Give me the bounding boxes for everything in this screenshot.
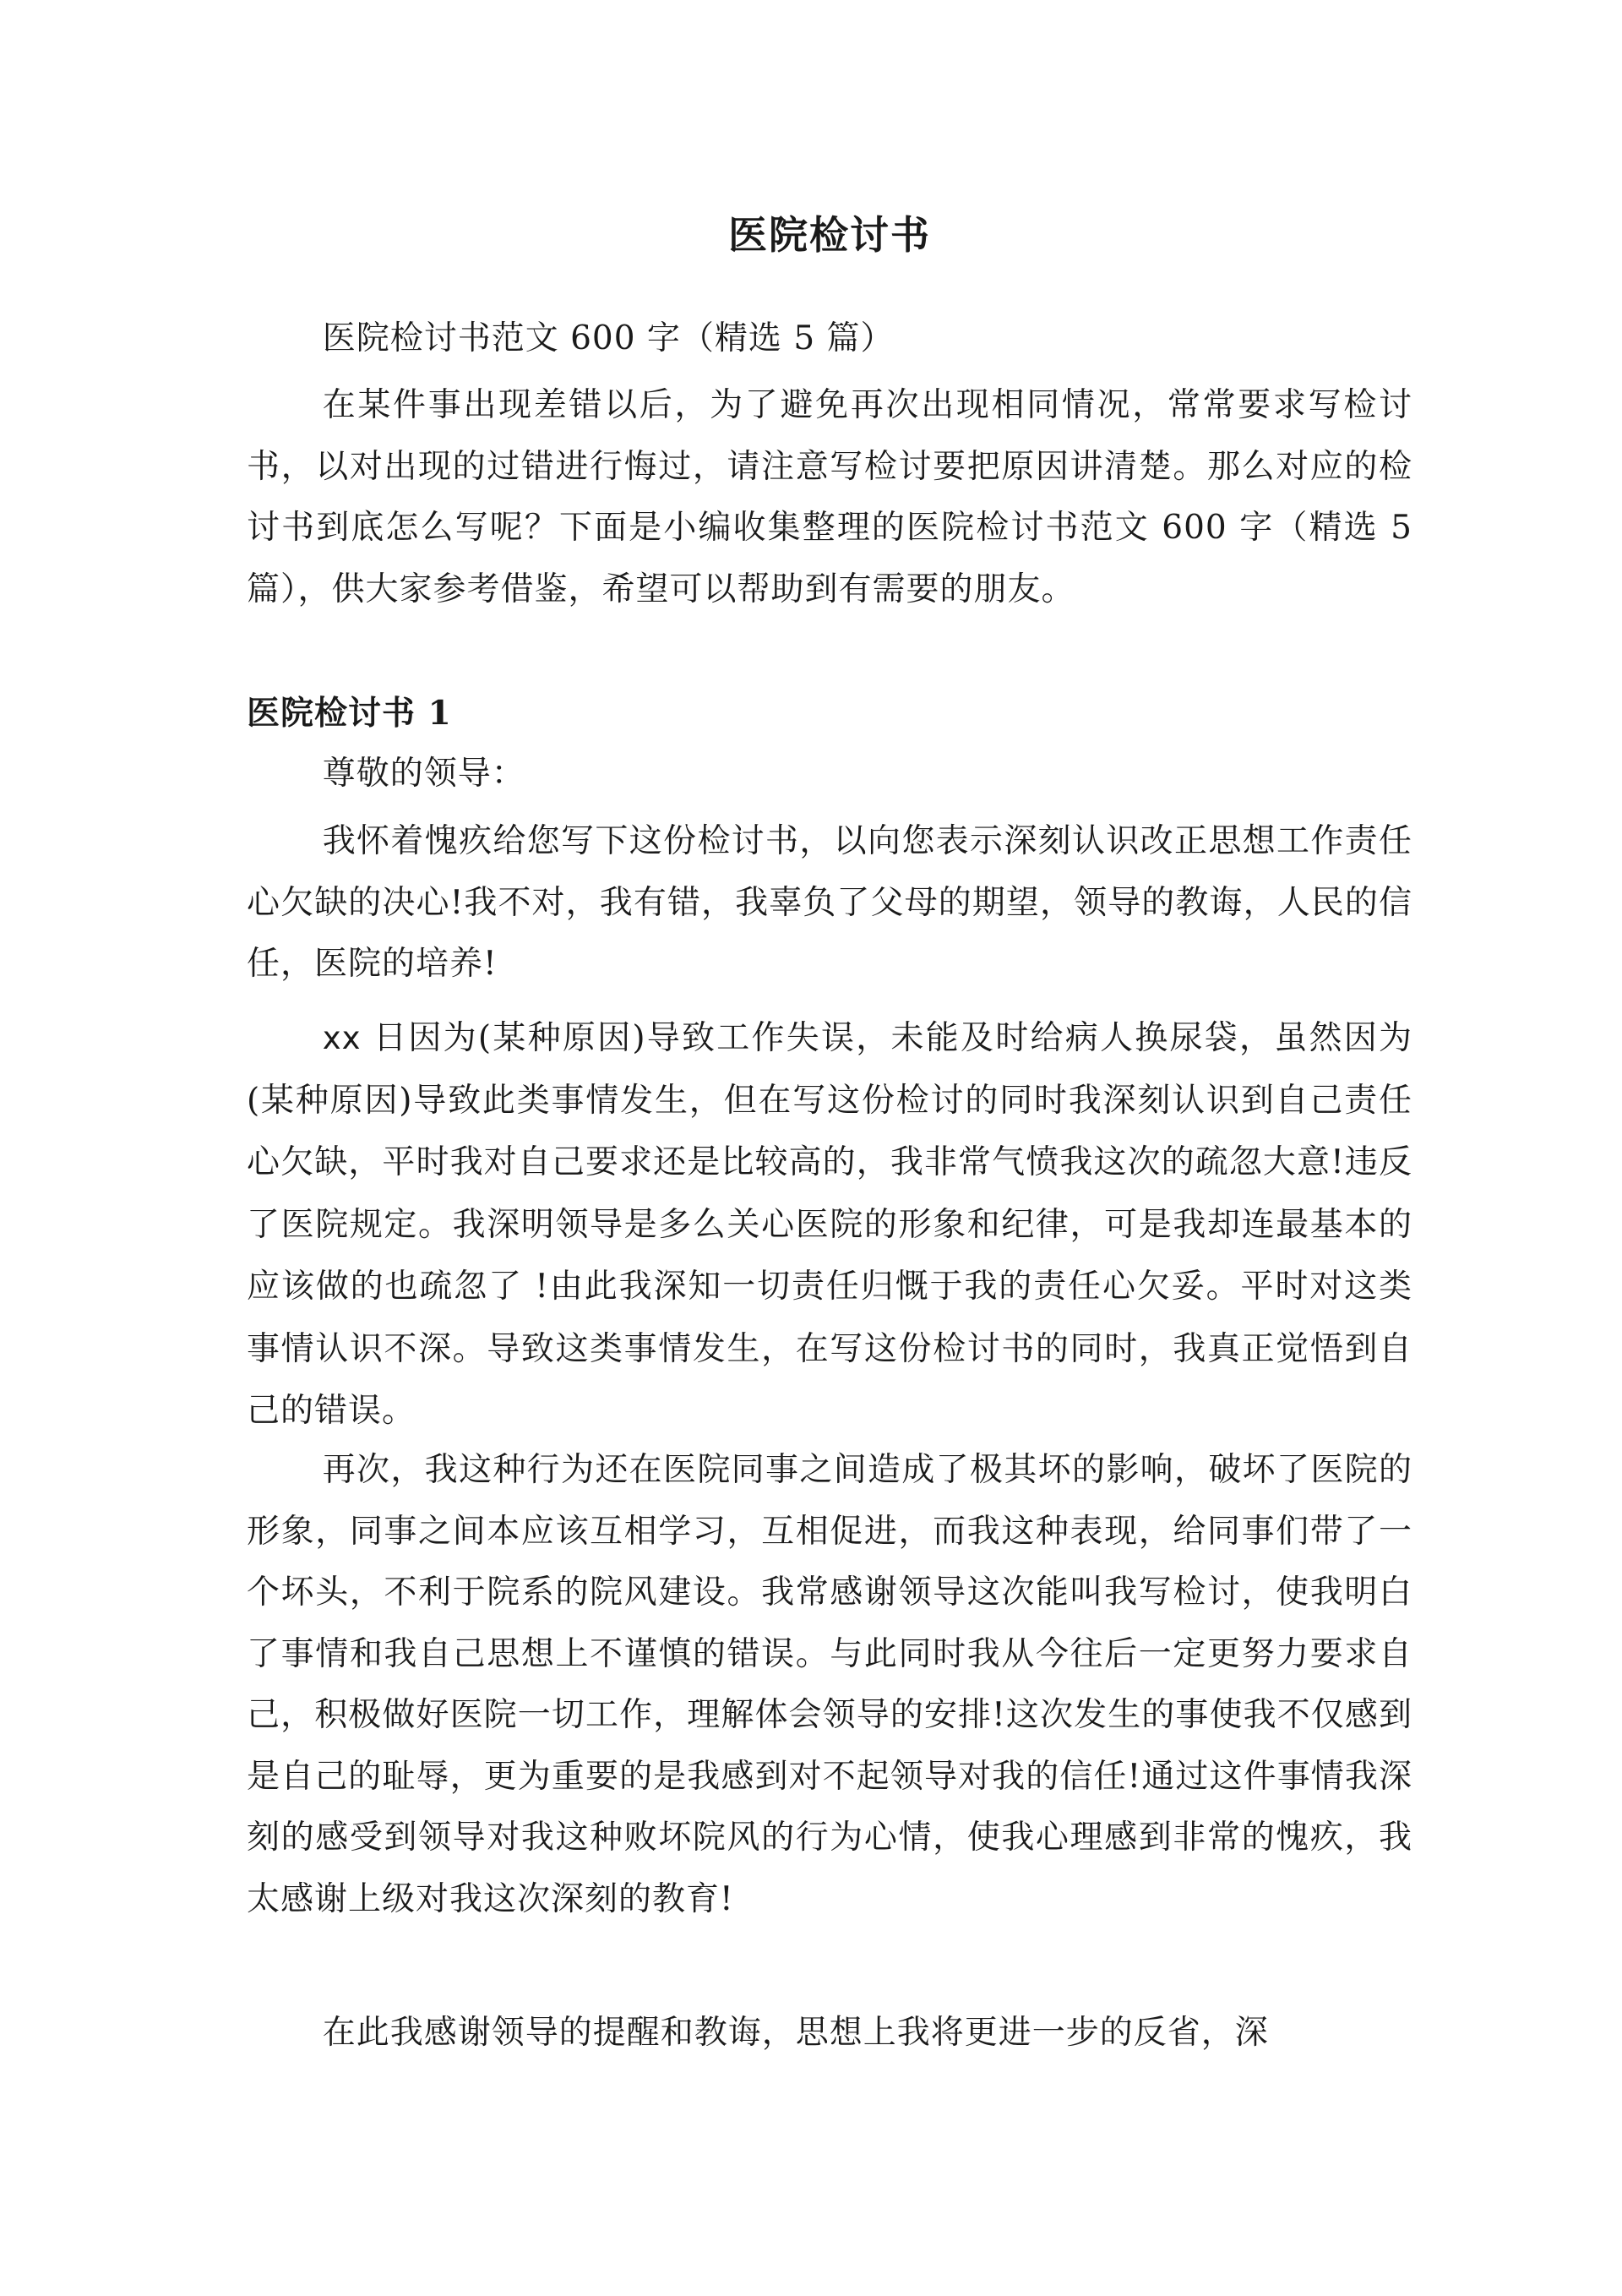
intro-paragraph: 在某件事出现差错以后，为了避免再次出现相同情况，常常要求写检讨书，以对出现的过错进行悔过，请注意写检讨要把原因讲清楚。那么对应的检讨书到底怎么写呢？下面是小编收集整理的医院检讨书范文 600 字（精选 5 篇），供大家参考借鉴，希望可以帮助到有需要的朋友。 <box>247 386 1412 608</box>
body-paragraph-2-text: 日因为(某种原因)导致工作失误，未能及时给病人换尿袋，虽然因为(某种原因)导致此类事情发生，但在写这份检讨的同时我深刻认识到自己责任心欠缺，平时我对自己要求还是比较高的，我非常气愤我这次的疏忽大意!违反了医院规定。我深明领导是多么关心医院的形象和纪律，可是我却连最基本的应该做的也疏忽了 !由此我深知一切责任归慨于我的责任心欠妥。平时对这类事情认识不深。导致这类事情发生，在写这份检讨书的同时，我真正觉悟到自己的错误。 <box>247 1019 1412 1430</box>
body-paragraph-1: 我怀着愧疚给您写下这份检讨书，以向您表示深刻认识改正思想工作责任心欠缺的决心!我不对，我有错，我辜负了父母的期望，领导的教诲，人民的信任，医院的培养! <box>247 822 1412 983</box>
document-title: 医院检讨书 <box>728 212 931 258</box>
body-paragraph-2 <box>247 1007 1412 1442</box>
date-placeholder: xx <box>322 1020 362 1056</box>
salutation: 尊敬的领导： <box>322 755 525 793</box>
document-subtitle: 医院检讨书范文 600 字（精选 5 篇） <box>322 319 895 357</box>
body-paragraph-3: 再次，我这种行为还在医院同事之间造成了极其坏的影响，破坏了医院的形象，同事之间本应该互相学习，互相促进，而我这种表现，给同事们带了一个坏头，不利于院系的院风建设。我常感谢领导这次能叫我写检讨，使我明白了事情和我自己思想上不谨慎的错误。与此同时我从今往后一定更努力要求自己，积极做好医院一切工作，理解体会领导的安排!这次发生的事使我不仅感到是自己的耻辱，更为重要的是我感到对不起领导对我的信任!通过这件事情我深刻的感受到领导对我这种败坏院风的行为心情，使我心理感到非常的愧疚，我太感谢上级对我这次深刻的教育! <box>247 1451 1412 1918</box>
document-page <box>247 0 1412 2296</box>
body-paragraph-4: 在此我感谢领导的提醒和教诲，思想上我将更进一步的反省，深 <box>322 2014 1269 2052</box>
section-heading: 医院检讨书 1 <box>247 694 452 733</box>
